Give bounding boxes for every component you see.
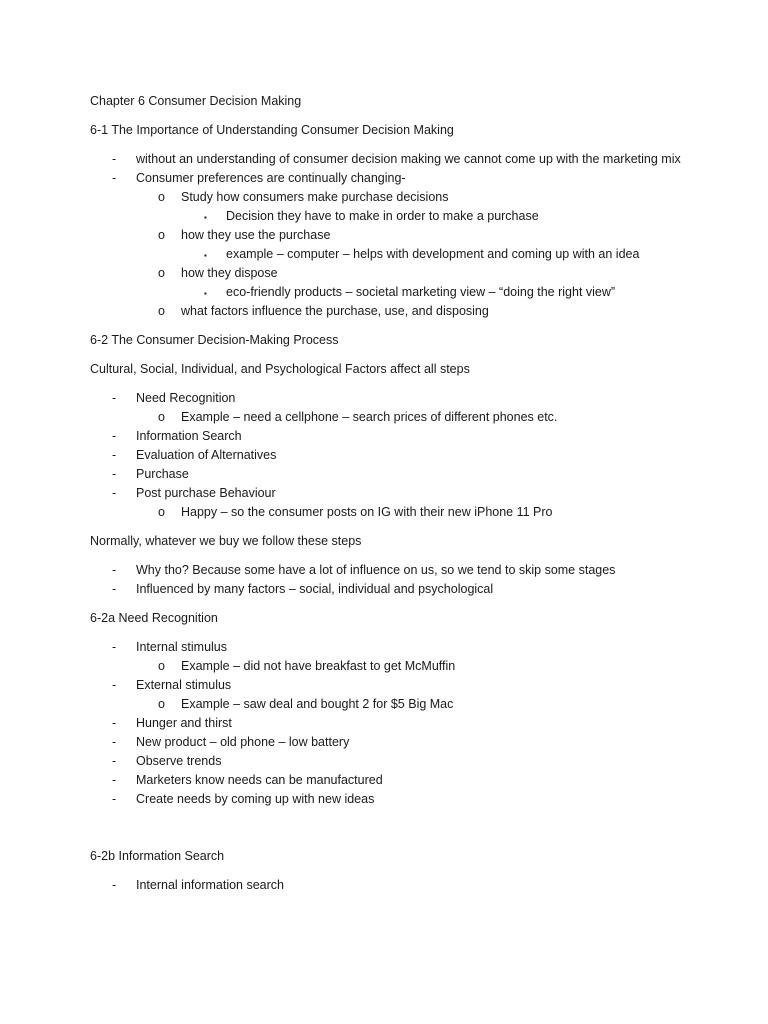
circle-bullet: o bbox=[158, 697, 165, 711]
list-item bbox=[90, 283, 690, 302]
paragraph: Cultural, Social, Individual, and Psychological Factors affect all steps bbox=[90, 362, 470, 376]
list-item-text: Marketers know needs can be manufactured bbox=[136, 773, 383, 787]
list-item-text: what factors influence the purchase, use, and disposing bbox=[181, 304, 489, 318]
dash-bullet: - bbox=[112, 716, 117, 730]
paragraph: 6-1 The Importance of Understanding Consumer Decision Making bbox=[90, 123, 454, 137]
list-item-text: Example – saw deal and bought 2 for $5 Big Mac bbox=[181, 697, 454, 711]
list-item bbox=[90, 207, 690, 226]
list-item bbox=[90, 733, 690, 752]
list-item-text: Internal information search bbox=[136, 878, 284, 892]
list-item-text: Study how consumers make purchase decisions bbox=[181, 190, 449, 204]
paragraph: 6-2a Need Recognition bbox=[90, 611, 218, 625]
circle-bullet: o bbox=[158, 410, 165, 424]
dash-bullet: - bbox=[112, 792, 117, 806]
dash-bullet: - bbox=[112, 467, 117, 481]
list-item-text: Example – need a cellphone – search prices of different phones etc. bbox=[181, 410, 558, 424]
list-item bbox=[90, 876, 690, 895]
list-item-text: eco-friendly products – societal marketing view – “doing the right view” bbox=[226, 285, 616, 299]
paragraph: 6-2b Information Search bbox=[90, 849, 225, 863]
list-item bbox=[90, 302, 690, 321]
list-item bbox=[90, 226, 690, 245]
bullet-list bbox=[90, 876, 690, 895]
list-item bbox=[90, 446, 690, 465]
dash-bullet: - bbox=[112, 582, 117, 596]
list-item bbox=[90, 580, 690, 599]
list-item-text: New product – old phone – low battery bbox=[136, 735, 350, 749]
list-item bbox=[90, 790, 690, 809]
list-item bbox=[90, 389, 690, 408]
dash-bullet: - bbox=[112, 563, 117, 577]
list-item-text: Happy – so the consumer posts on IG with their new iPhone 11 Pro bbox=[181, 505, 553, 519]
circle-bullet: o bbox=[158, 266, 165, 280]
list-item-text: Example – did not have breakfast to get McMuffin bbox=[181, 659, 456, 673]
list-item-text: Decision they have to make in order to make a purchase bbox=[226, 209, 539, 223]
list-item-text: Information Search bbox=[136, 429, 242, 443]
bullet-list bbox=[90, 638, 690, 809]
document-title: Chapter 6 Consumer Decision Making bbox=[90, 94, 302, 108]
list-item bbox=[90, 714, 690, 733]
document-page bbox=[90, 92, 690, 905]
list-item bbox=[90, 264, 690, 283]
square-bullet-icon: ▪ bbox=[204, 251, 207, 260]
list-item bbox=[90, 695, 690, 714]
dash-bullet: - bbox=[112, 640, 117, 654]
list-item-text: how they use the purchase bbox=[181, 228, 331, 242]
list-item bbox=[90, 408, 690, 427]
list-item bbox=[90, 150, 690, 169]
dash-bullet: - bbox=[112, 878, 117, 892]
list-item-text: Create needs by coming up with new ideas bbox=[136, 792, 375, 806]
list-item bbox=[90, 465, 690, 484]
list-item bbox=[90, 188, 690, 207]
list-item bbox=[90, 638, 690, 657]
list-item-text: Hunger and thirst bbox=[136, 716, 232, 730]
list-item-text: External stimulus bbox=[136, 678, 232, 692]
list-item bbox=[90, 561, 690, 580]
dash-bullet: - bbox=[112, 448, 117, 462]
list-item-text: Post purchase Behaviour bbox=[136, 486, 276, 500]
dash-bullet: - bbox=[112, 486, 117, 500]
list-item-text: Consumer preferences are continually changing- bbox=[136, 171, 406, 185]
list-item-text: Internal stimulus bbox=[136, 640, 228, 654]
square-bullet-icon: ▪ bbox=[204, 289, 207, 298]
bullet-list bbox=[90, 389, 690, 522]
bullet-list bbox=[90, 150, 690, 321]
circle-bullet: o bbox=[158, 228, 165, 242]
circle-bullet: o bbox=[158, 659, 165, 673]
list-item bbox=[90, 484, 690, 503]
list-item bbox=[90, 427, 690, 446]
list-item-text: without an understanding of consumer decision making we cannot come up with the marketing mix bbox=[136, 152, 681, 166]
dash-bullet: - bbox=[112, 152, 117, 166]
list-item-text: Observe trends bbox=[136, 754, 222, 768]
dash-bullet: - bbox=[112, 773, 117, 787]
list-item bbox=[90, 752, 690, 771]
list-item bbox=[90, 771, 690, 790]
list-item bbox=[90, 245, 690, 264]
list-item bbox=[90, 503, 690, 522]
dash-bullet: - bbox=[112, 391, 117, 405]
dash-bullet: - bbox=[112, 735, 117, 749]
list-item-text: Need Recognition bbox=[136, 391, 236, 405]
dash-bullet: - bbox=[112, 754, 117, 768]
list-item-text: Influenced by many factors – social, individual and psychological bbox=[136, 582, 494, 596]
blank-line bbox=[90, 819, 690, 847]
paragraph: Normally, whatever we buy we follow these steps bbox=[90, 534, 362, 548]
dash-bullet: - bbox=[112, 678, 117, 692]
list-item-text: how they dispose bbox=[181, 266, 278, 280]
list-item bbox=[90, 657, 690, 676]
dash-bullet: - bbox=[112, 171, 117, 185]
paragraph: 6-2 The Consumer Decision-Making Process bbox=[90, 333, 339, 347]
list-item-text: Purchase bbox=[136, 467, 189, 481]
square-bullet-icon: ▪ bbox=[204, 213, 207, 222]
circle-bullet: o bbox=[158, 304, 165, 318]
list-item-text: Why tho? Because some have a lot of influence on us, so we tend to skip some stages bbox=[136, 563, 616, 577]
list-item-text: Evaluation of Alternatives bbox=[136, 448, 277, 462]
list-item bbox=[90, 169, 690, 188]
bullet-list bbox=[90, 561, 690, 599]
list-item-text: example – computer – helps with development and coming up with an idea bbox=[226, 247, 640, 261]
dash-bullet: - bbox=[112, 429, 117, 443]
circle-bullet: o bbox=[158, 190, 165, 204]
list-item bbox=[90, 676, 690, 695]
circle-bullet: o bbox=[158, 505, 165, 519]
